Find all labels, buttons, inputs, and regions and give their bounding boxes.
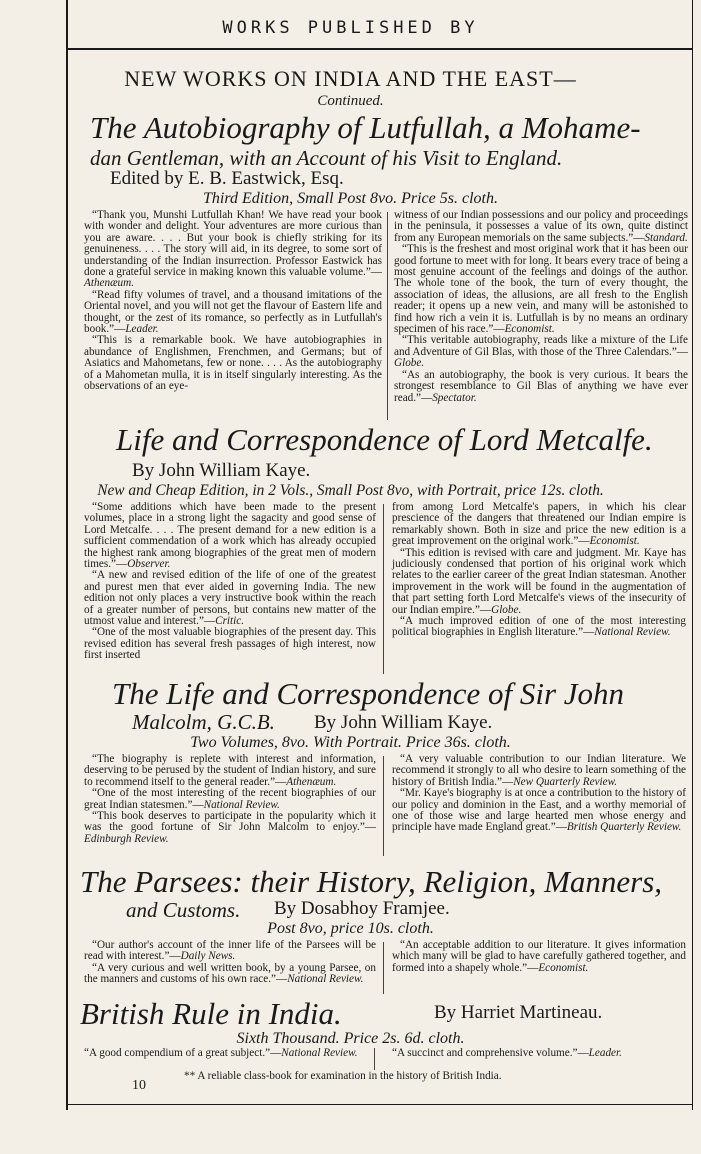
left-border [66, 0, 68, 1110]
book-title: The Life and Correspondence of Sir John [112, 676, 625, 711]
review: “Read fifty volumes of travel, and a thousand imitations of the Oriental novel, and you will not get the flavour of Eastern life and thought, or the zest of its romance, so perfectly as in Lutfullah's book.”—Leader. [84, 288, 382, 336]
reviews-left [84, 502, 376, 662]
review: “The biography is replete with interest and information, deserving to be perused by the student of Indian history, and sure to recommend itself to the general reader.”—Athenæum. [84, 753, 376, 788]
reviews-right [392, 940, 686, 974]
reviews-right [394, 210, 688, 404]
review: “As an autobiography, the book is very curious. It bears the strongest resemblance to Gil Blas of anything we have ever read.”—Spectator. [394, 368, 688, 404]
reviews-right [392, 754, 686, 834]
review-right [384, 1048, 688, 1059]
book-title-continued: dan Gentleman, with an Account of his Visit to England. [90, 146, 563, 170]
review: “Thank you, Munshi Lutfullah Khan! We have read your book with wonder and delight. Your adventures are more curious than you are aware. . . . But your book is chiefly striking for its genuineness. . . . The story will aid, in its degree, to some sort of understanding of the Indian insurrection. Professor Eastwick has done a grateful service in making known this valuable volume.”—Athenæum. [84, 209, 382, 290]
right-border [692, 0, 693, 1110]
book-byline: Edited by E. B. Eastwick, Esq. [110, 168, 344, 189]
review: “An acceptable addition to our literature. It gives information which many will be glad to have carefully gathered together, and formed into a shapely whole.”—Economist. [392, 939, 686, 974]
review: “A new and revised edition of the life of one of the greatest and purest men that ever aided in governing India. The new edition not only places a very instructive book within the reach of a greater number of persons, but contains new matter of the utmost value and interest.”—Critic. [84, 569, 376, 628]
review: “This is a remarkable book. We have autobiographies in abundance of Englishmen, Frenchmen, and Germans; but of Asiatics and Mahometans, few or none. . . . As the autobiography of a Mahometan mulla, it is in itself singularly interesting. As the observations of an eye- [84, 334, 382, 393]
column-divider [383, 942, 384, 994]
book-edition: Two Volumes, 8vo. With Portrait. Price 36s. cloth. [190, 734, 511, 751]
book-byline: By John William Kaye. [132, 460, 311, 481]
book-edition: Sixth Thousand. Price 2s. 6d. cloth. [236, 1030, 465, 1047]
book-title-continued: and Customs. [126, 898, 241, 922]
review: “Some additions which have been made to the present volumes, place in a strong light the sagacity and good sense of Lord Metcalfe. . . . The present demand for a new edition is a sufficient commendation of a work which has already occupied the highest rank among biographies of the great men of modern times.”—Observer. [84, 501, 376, 571]
review: “One of the most interesting of the recent biographies of our great Indian statesmen.”—National Review. [84, 787, 376, 811]
book-title-continued: Malcolm, G.C.B. [132, 710, 275, 734]
review: “Mr. Kaye's biography is at once a contribution to the history of our policy and dominion in the East, and a worthy memorial of one of those wise and large hearted men whose energy and principle have made England great.”—British Quarterly Review. [392, 787, 686, 834]
book-title: The Autobiography of Lutfullah, a Mohame- [90, 110, 641, 145]
review: “A much improved edition of one of the most interesting political biographies in English literature.”—National Review. [392, 615, 686, 639]
review: “This is the freshest and most original work that it has been our good fortune to meet with for long. It bears every trace of being a most genuine account of the feelings and doings of the author. The whole tone of the book, the turn of every thought, the association of ideas, the allusions, are all fresh to the English reader; it opens up a new vein, and many will be astonished to find how rich a vein it is. Lutfullah is by no means an ordinary specimen of his race.”—Economist. [394, 243, 688, 336]
reviews-right [392, 502, 686, 639]
review: “This edition is revised with care and judgment. Mr. Kaye has judiciously condensed that portion of his original work which relates to the earlier career of the great Indian statesman. Another improvement in the work will be found in the augmentation of that part setting forth Lord Metcalfe's views of the insecurity of our Indian empire.”—Globe. [392, 546, 686, 616]
bottom-rule [66, 1104, 693, 1105]
column-divider [383, 756, 384, 856]
review-left [76, 1048, 376, 1059]
review: “One of the most valuable biographies of the present day. This revised edition has several fresh passages of high interest, now first inserted [84, 626, 376, 662]
review: “This veritable autobiography, reads like a mixture of the Life and Adventure of Gil Blas, with those of the Three Calendars.”—Globe. [394, 334, 688, 370]
column-divider [383, 504, 384, 674]
column-divider [387, 212, 388, 420]
book-edition: Third Edition, Small Post 8vo. Price 5s. cloth. [203, 190, 498, 207]
book-title: Life and Correspondence of Lord Metcalfe. [116, 422, 653, 457]
review: “This book deserves to participate in the popularity which it was the good fortune of Sir John Malcolm to enjoy.”—Edinburgh Review. [84, 810, 376, 845]
page-number: 10 [132, 1078, 146, 1093]
book-title: The Parsees: their History, Religion, Manners, [80, 864, 663, 899]
review: “A succinct and comprehensive volume.”—Leader. [392, 1047, 622, 1059]
book-edition: New and Cheap Edition, in 2 Vols., Small Post 8vo, with Portrait, price 12s. cloth. [97, 482, 604, 499]
review: “Our author's account of the inner life of the Parsees will be read with interest.”—Daily News. [84, 939, 376, 963]
section-subtitle: Continued. [317, 93, 384, 109]
review: “A good compendium of a great subject.”—National Review. [84, 1047, 358, 1059]
reviews-left [84, 210, 382, 393]
book-edition: Post 8vo, price 10s. cloth. [267, 920, 434, 937]
review: “A very curious and well written book, by a young Parsee, on the manners and customs of his own race.”—National Review. [84, 961, 376, 986]
section-title: NEW WORKS ON INDIA AND THE EAST— [124, 66, 577, 91]
review: witness of our Indian possessions and our policy and proceedings in the peninsula, it possesses a value of its own, quite distinct from any European memorials on the same subjects.”—Standard. [394, 209, 688, 244]
column-divider [374, 1048, 375, 1070]
book-byline: By Dosabhoy Framjee. [274, 898, 450, 919]
book-byline: By Harriet Martineau. [434, 1002, 603, 1023]
book-byline: By John William Kaye. [314, 712, 493, 733]
review: “A very valuable contribution to our Indian literature. We recommend it strongly to all who desire to learn something of the history of British India.”—New Quarterly Review. [392, 753, 686, 788]
reviews-left [84, 940, 376, 986]
footnote: ** A reliable class-book for examination in the history of British India. [184, 1070, 502, 1082]
running-header: WORKS PUBLISHED BY [222, 18, 479, 38]
reviews-left [84, 754, 376, 845]
review: from among Lord Metcalfe's papers, in which his clear prescience of the dangers that threatened our Indian empire is remarkably shown. Both in size and price the new edition is a great improvement on the original work.”—Economist. [392, 501, 686, 548]
header-rule [66, 48, 693, 50]
book-title: British Rule in India. [80, 996, 342, 1031]
